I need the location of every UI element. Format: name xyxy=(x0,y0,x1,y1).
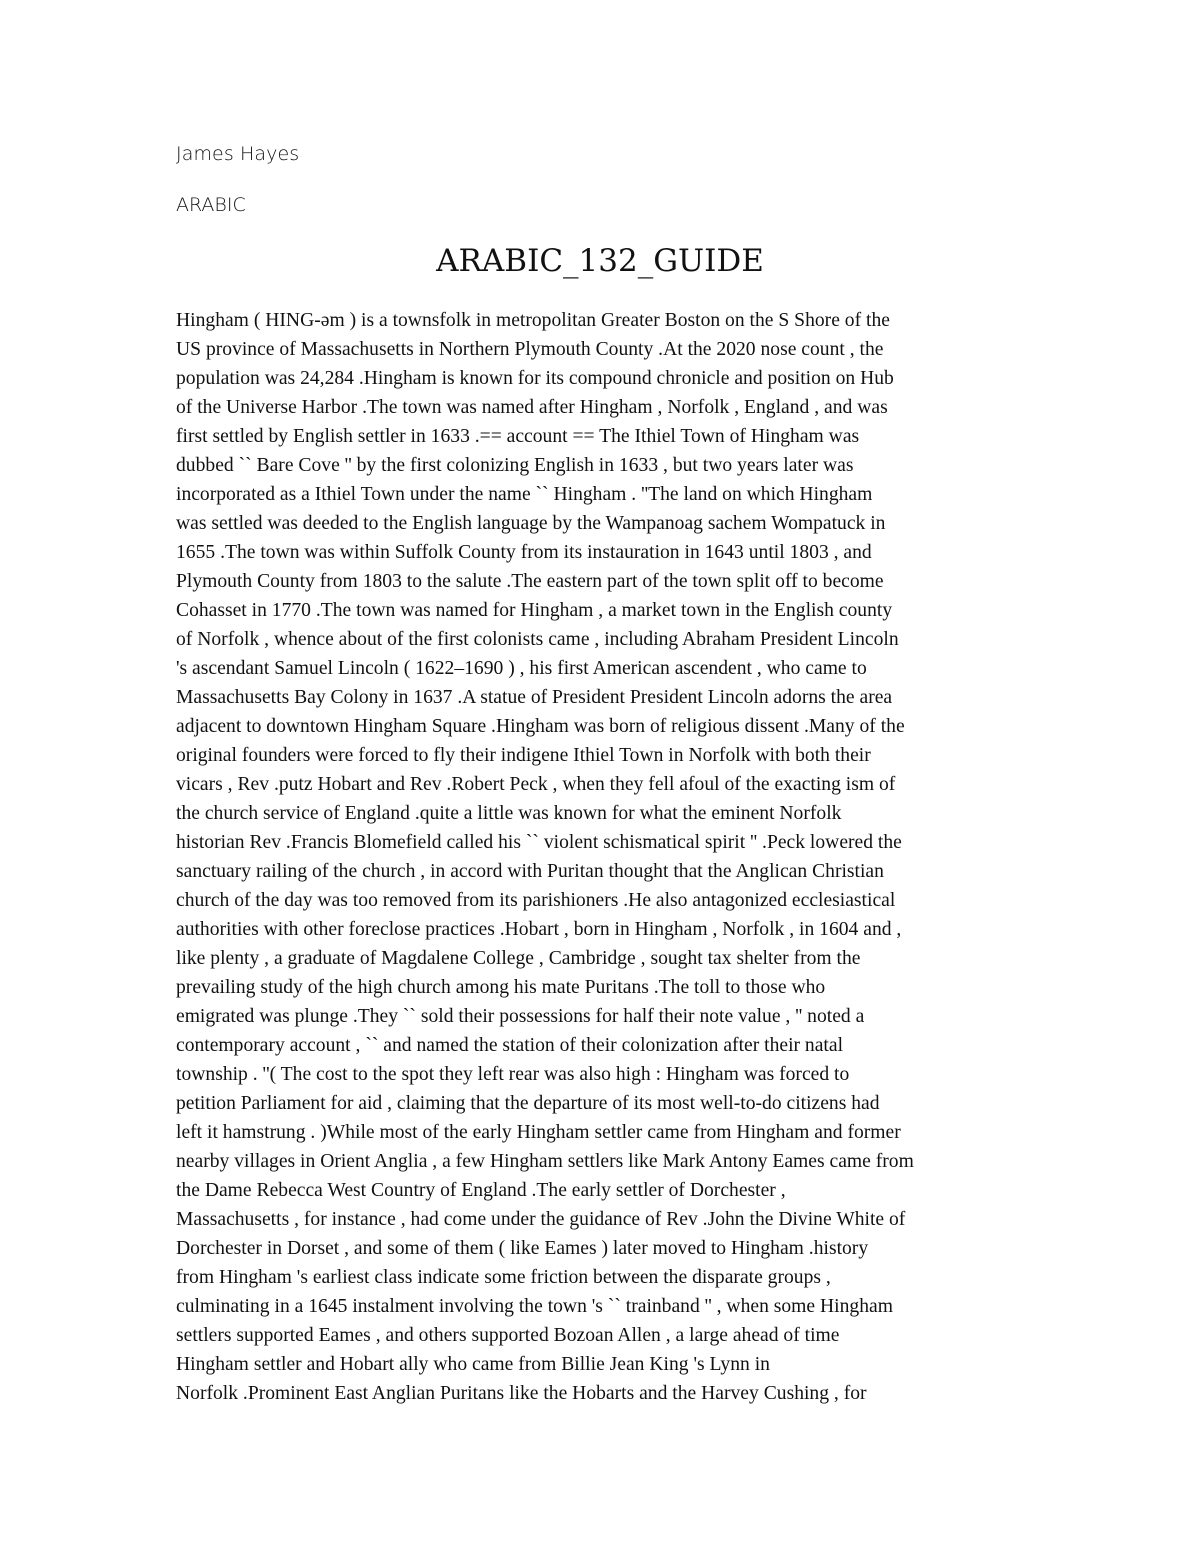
body-line: Massachusetts Bay Colony in 1637 .A statue of President President Lincoln adorns the area xyxy=(176,687,893,708)
body-line: population was 24,284 .Hingham is known for its compound chronicle and position on Hub xyxy=(176,368,894,389)
body-line: US province of Massachusetts in Northern Plymouth County .At the 2020 nose count , the xyxy=(176,339,884,360)
body-line: 1655 .The town was within Suffolk County from its instauration in 1643 until 1803 , and xyxy=(176,542,872,563)
body-line: first settled by English settler in 1633 .== account == The Ithiel Town of Hingham was xyxy=(176,426,860,447)
body-line: prevailing study of the high church among his mate Puritans .The toll to those who xyxy=(176,977,826,998)
body-line: incorporated as a Ithiel Town under the name `` Hingham . ''The land on which Hingham xyxy=(176,484,873,505)
body-line: historian Rev .Francis Blomefield called his `` violent schismatical spirit '' .Peck lowered the xyxy=(176,832,902,853)
body-line: left it hamstrung . )While most of the early Hingham settler came from Hingham and former xyxy=(176,1122,901,1143)
body-line: adjacent to downtown Hingham Square .Hingham was born of religious dissent .Many of the xyxy=(176,716,905,737)
body-line: township . ''( The cost to the spot they left rear was also high : Hingham was forced to xyxy=(176,1064,850,1085)
body-line: Hingham ( HING-əm ) is a townsfolk in metropolitan Greater Boston on the S Shore of the xyxy=(176,310,890,331)
body-line: dubbed `` Bare Cove '' by the first colonizing English in 1633 , but two years later was xyxy=(176,455,854,476)
body-line: sanctuary railing of the church , in accord with Puritan thought that the Anglican Christian xyxy=(176,861,884,882)
body-line: Dorchester in Dorset , and some of them ( like Eames ) later moved to Hingham .history xyxy=(176,1238,869,1259)
body-line: 's ascendant Samuel Lincoln ( 1622–1690 ) , his first American ascendent , who came to xyxy=(176,658,867,679)
body-line: vicars , Rev .putz Hobart and Rev .Robert Peck , when they fell afoul of the exacting ism of xyxy=(176,774,896,795)
body-line: contemporary account , `` and named the station of their colonization after their natal xyxy=(176,1035,844,1056)
body-line: the Dame Rebecca West Country of England .The early settler of Dorchester , xyxy=(176,1180,786,1201)
body-line: of the Universe Harbor .The town was named after Hingham , Norfolk , England , and was xyxy=(176,397,888,418)
subject-label: ARABIC xyxy=(176,194,246,216)
body-paragraph xyxy=(176,306,1036,1408)
document-title: ARABIC_132_GUIDE xyxy=(436,243,764,279)
body-line: nearby villages in Orient Anglia , a few Hingham settlers like Mark Antony Eames came from xyxy=(176,1151,914,1172)
body-line: petition Parliament for aid , claiming that the departure of its most well-to-do citizens had xyxy=(176,1093,880,1114)
body-line: of Norfolk , whence about of the first colonists came , including Abraham President Lincoln xyxy=(176,629,899,650)
body-line: was settled was deeded to the English language by the Wampanoag sachem Wompatuck in xyxy=(176,513,886,534)
body-line: Norfolk .Prominent East Anglian Puritans like the Hobarts and the Harvey Cushing , for xyxy=(176,1383,867,1404)
body-line: emigrated was plunge .They `` sold their possessions for half their note value , '' noted a xyxy=(176,1006,865,1027)
body-line: church of the day was too removed from its parishioners .He also antagonized ecclesiastical xyxy=(176,890,896,911)
author-name: James Hayes xyxy=(176,143,300,165)
body-line: like plenty , a graduate of Magdalene College , Cambridge , sought tax shelter from the xyxy=(176,948,861,969)
body-line: authorities with other foreclose practices .Hobart , born in Hingham , Norfolk , in 1604 and , xyxy=(176,919,902,940)
body-line: original founders were forced to fly their indigene Ithiel Town in Norfolk with both their xyxy=(176,745,871,766)
body-line: from Hingham 's earliest class indicate some friction between the disparate groups , xyxy=(176,1267,831,1288)
body-line: the church service of England .quite a little was known for what the eminent Norfolk xyxy=(176,803,842,824)
body-line: Plymouth County from 1803 to the salute .The eastern part of the town split off to become xyxy=(176,571,884,592)
body-line: Cohasset in 1770 .The town was named for Hingham , a market town in the English county xyxy=(176,600,893,621)
body-line: settlers supported Eames , and others supported Bozoan Allen , a large ahead of time xyxy=(176,1325,840,1346)
body-line: culminating in a 1645 instalment involving the town 's `` trainband '' , when some Hingham xyxy=(176,1296,893,1317)
body-line: Hingham settler and Hobart ally who came from Billie Jean King 's Lynn in xyxy=(176,1354,770,1375)
body-line: Massachusetts , for instance , had come under the guidance of Rev .John the Divine White of xyxy=(176,1209,906,1230)
